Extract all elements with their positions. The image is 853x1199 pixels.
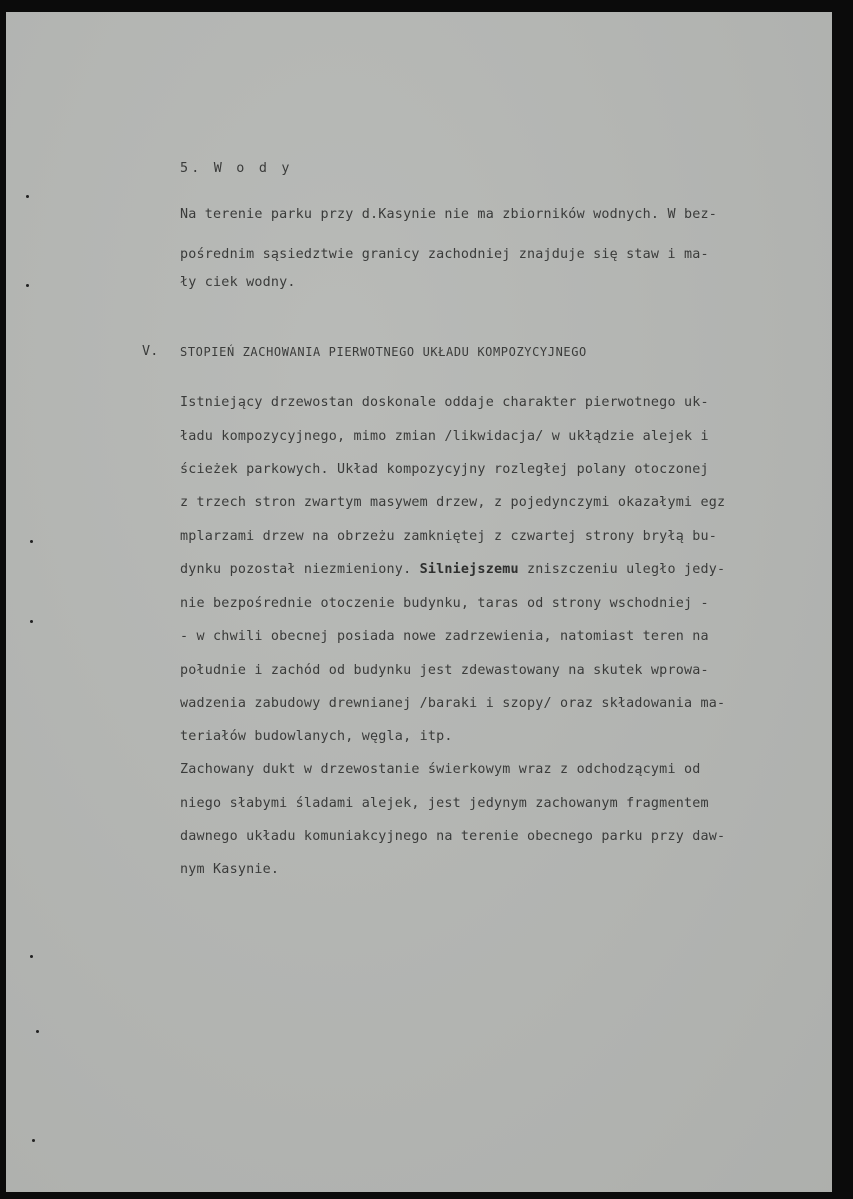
chapter-number: V. xyxy=(142,344,159,359)
text-line: wadzenia zabudowy drewnianej /baraki i szopy/ oraz składowania ma- xyxy=(180,696,726,711)
text-line: mplarzami drzew na obrzeżu zamkniętej z czwartej strony bryłą bu- xyxy=(180,529,718,544)
margin-dot xyxy=(30,540,33,543)
section-heading: 5. W o d y xyxy=(180,161,293,176)
margin-dot xyxy=(36,1030,39,1033)
text-line: - w chwili obecnej posiada nowe zadrzewienia, natomiast teren na xyxy=(180,629,709,644)
text-line: teriałów budowlanych, węgla, itp. xyxy=(180,729,453,744)
text-line: pośrednim sąsiedztwie granicy zachodniej znajduje się staw i ma- xyxy=(180,247,709,262)
margin-dot xyxy=(30,620,33,623)
margin-dot xyxy=(30,955,33,958)
text-line-start: dynku pozostał niezmieniony. xyxy=(180,562,420,577)
text-line: ścieżek parkowych. Układ kompozycyjny rozległej polany otoczonej xyxy=(180,462,709,477)
text-line: nym Kasynie. xyxy=(180,862,280,877)
text-line: ładu kompozycyjnego, mimo zmian /likwidacja/ w ukłądzie alejek i xyxy=(180,429,709,444)
margin-dot xyxy=(26,195,29,198)
margin-dot xyxy=(26,284,29,287)
document-page xyxy=(6,12,832,1192)
text-line xyxy=(180,563,725,576)
text-line: niego słabymi śladami alejek, jest jedynym zachowanym fragmentem xyxy=(180,796,709,811)
text-line: Zachowany dukt w drzewostanie świerkowym wraz z odchodzącymi od xyxy=(180,762,701,777)
bold-word: Silniejszemu xyxy=(419,562,519,577)
margin-dot xyxy=(32,1139,35,1142)
text-line-end: zniszczeniu uległo jedy- xyxy=(518,562,726,577)
text-line: z trzech stron zwartym masywem drzew, z pojedynczymi okazałymi egz xyxy=(180,495,726,510)
text-line: ły ciek wodny. xyxy=(180,275,296,290)
text-line: dawnego układu komuniakcyjnego na terenie obecnego parku przy daw- xyxy=(180,829,726,844)
text-line: południe i zachód od budynku jest zdewastowany na skutek wprowa- xyxy=(180,663,709,678)
text-line: Na terenie parku przy d.Kasynie nie ma zbiorników wodnych. W bez- xyxy=(180,207,718,222)
chapter-title: STOPIEŃ ZACHOWANIA PIERWOTNEGO UKŁADU KOMPOZYCYJNEGO xyxy=(180,345,587,359)
text-line: nie bezpośrednie otoczenie budynku, taras od strony wschodniej - xyxy=(180,596,709,611)
text-line: Istniejący drzewostan doskonale oddaje charakter pierwotnego uk- xyxy=(180,395,709,410)
